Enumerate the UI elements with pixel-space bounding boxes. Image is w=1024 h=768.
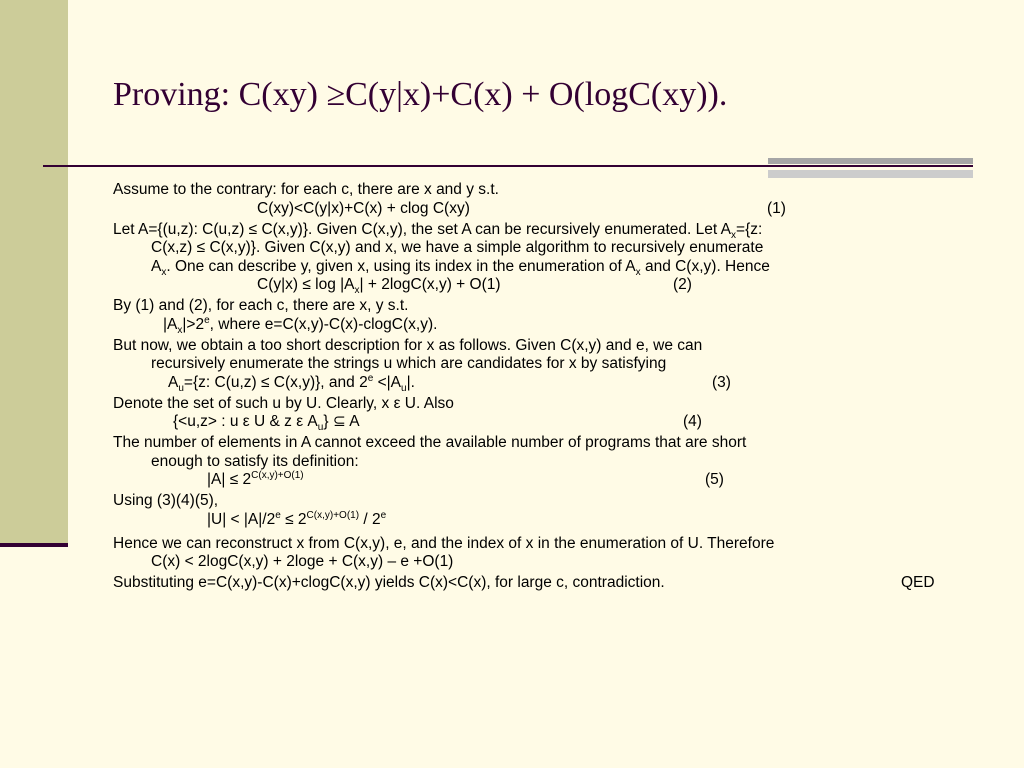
- text-line: Substituting e=C(x,y)-C(x)+clogC(x,y) yields C(x)<C(x), for large c, contradiction. QED: [113, 574, 935, 591]
- equation-2: [113, 276, 973, 297]
- slide-title: Proving: C(xy) ≥C(y|x)+C(x) + O(logC(xy)).: [113, 76, 728, 113]
- text-line: Hence we can reconstruct x from C(x,y), e, and the index of x in the enumeration of U. Therefore: [113, 534, 775, 552]
- left-bar-underline: [0, 543, 68, 547]
- equation-7: [113, 511, 973, 532]
- equation-number: (5): [705, 471, 724, 488]
- text-line: Using (3)(4)(5),: [113, 492, 219, 509]
- text-line: Assume to the contrary: for each c, there are x and y s.t.: [113, 181, 499, 198]
- equation-8: [113, 553, 973, 574]
- text-paragraph: Let A={(u,z): C(u,z) ≤ C(x,y)}. Given C(x,y), the set A can be recursively enumerated. Let $A_x=\{z$: C(x,z) ≤ C(x,y)}. Given C(x,y) and x, we have a simple algorithm to recursively enumerate $A_x$. One can describe y, given x, using its index in the enumeration of $A_x$ and C(x,y). Hence: [113, 220, 770, 278]
- equation-1: [113, 200, 973, 221]
- slide-body: [113, 181, 973, 593]
- equation-6: [113, 471, 973, 492]
- equation-4: [113, 374, 973, 395]
- equation-text: {<u,z> : u ε U & z ε $A_u$} ⊆ A: [173, 413, 360, 434]
- equation-text: $|A| \le 2^{C(x,y)+O(1)}$: [207, 469, 304, 488]
- equation-number: (1): [767, 199, 786, 217]
- text-paragraph: The number of elements in A cannot exceed the available number of programs that are short enough to satisfy its definition:: [113, 434, 747, 470]
- qed-label: QED: [901, 574, 935, 591]
- equation-3: [113, 316, 973, 337]
- equation-5: [113, 413, 973, 434]
- equation-text: $A_u=\{z$: C(u,z) ≤ C(x,y)}, and $2^e <|A_u|$.: [168, 372, 415, 394]
- equation-number: (3): [712, 373, 731, 391]
- equation-number: (2): [673, 276, 692, 293]
- text-line: Denote the set of such u by U. Clearly, x ε U. Also: [113, 394, 454, 412]
- equation-text: C(x) < 2logC(x,y) + 2loge + C(x,y) – e +O(1): [151, 553, 454, 570]
- text-paragraph: But now, we obtain a too short description for x as follows. Given C(x,y) and e, we can recursively enumerate the strings u which are candidates for x by satisfying: [113, 336, 703, 372]
- equation-text: C(xy)<C(y|x)+C(x) + clog C(xy): [257, 199, 470, 217]
- equation-number: (4): [683, 413, 702, 430]
- equation-text: $|A_x|>2^e$, where e=C(x,y)-C(x)-clogC(x,y).: [163, 314, 438, 336]
- text-line: By (1) and (2), for each c, there are x, y s.t.: [113, 297, 409, 314]
- left-decorative-bar: [0, 0, 68, 545]
- equation-text: $C(y|x) \le \log |A_x| + 2\log C(x,y) + O(1)$: [257, 276, 501, 297]
- equation-text: $|U| < |A|/2^e \le 2^{C(x,y)+O(1)} / 2e$: [207, 509, 387, 528]
- rule-accent: [768, 158, 973, 178]
